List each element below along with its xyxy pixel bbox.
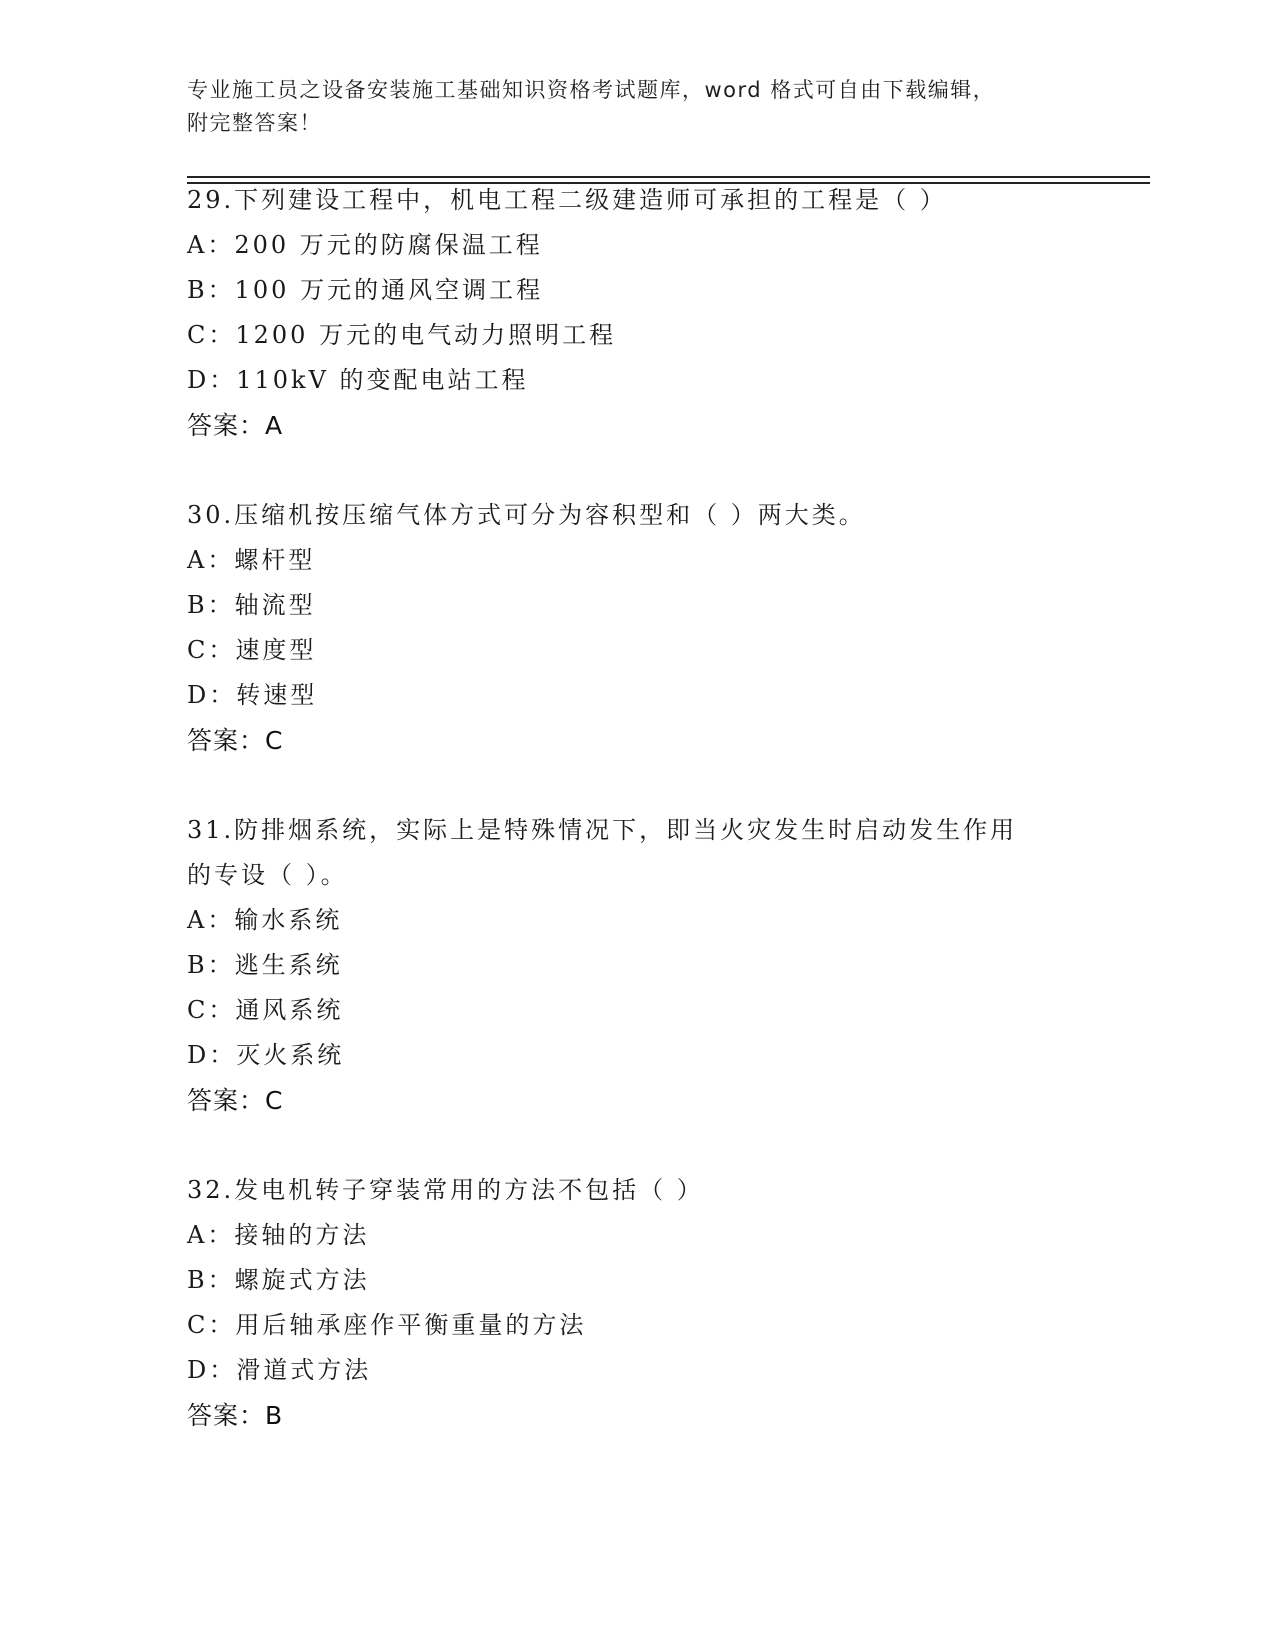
option-a: A：螺杆型 [187,546,316,574]
option-d: D：转速型 [187,681,318,709]
question-32 [187,1168,1107,1438]
answer-line: 答案：C [187,1086,284,1115]
header-line-1: 专业施工员之设备安装施工基础知识资格考试题库，word 格式可自由下载编辑， [187,78,996,102]
question-stem-line-2: 的专设（ ）。 [187,861,348,889]
option-c: C：1200 万元的电气动力照明工程 [187,321,617,349]
question-29 [187,178,1107,448]
header-line-2: 附完整答案！ [187,111,322,135]
option-d: D：灭火系统 [187,1041,345,1069]
option-a: A：输水系统 [187,906,343,934]
option-a: A：接轴的方法 [187,1221,370,1249]
question-stem-line-1: 31.防排烟系统，实际上是特殊情况下，即当火灾发生时启动发生作用 [187,816,1018,844]
document-header [187,74,1087,140]
question-stem: 30.压缩机按压缩气体方式可分为容积型和（ ）两大类。 [187,501,866,529]
option-c: C：通风系统 [187,996,344,1024]
option-c: C：速度型 [187,636,317,664]
question-stem: 29.下列建设工程中，机电工程二级建造师可承担的工程是（ ） [187,186,947,214]
option-b: B：逃生系统 [187,951,343,979]
option-d: D：滑道式方法 [187,1356,372,1384]
option-d: D：110kV 的变配电站工程 [187,366,529,394]
question-stem: 32.发电机转子穿装常用的方法不包括（ ） [187,1176,704,1204]
question-30 [187,493,1107,763]
option-b: B：轴流型 [187,591,316,619]
answer-line: 答案：C [187,726,284,755]
option-b: B：100 万元的通风空调工程 [187,276,544,304]
option-b: B：螺旋式方法 [187,1266,370,1294]
option-a: A：200 万元的防腐保温工程 [187,231,543,259]
question-31 [187,808,1107,1123]
option-c: C：用后轴承座作平衡重量的方法 [187,1311,587,1339]
answer-line: 答案：B [187,1401,284,1430]
answer-line: 答案：A [187,411,284,440]
